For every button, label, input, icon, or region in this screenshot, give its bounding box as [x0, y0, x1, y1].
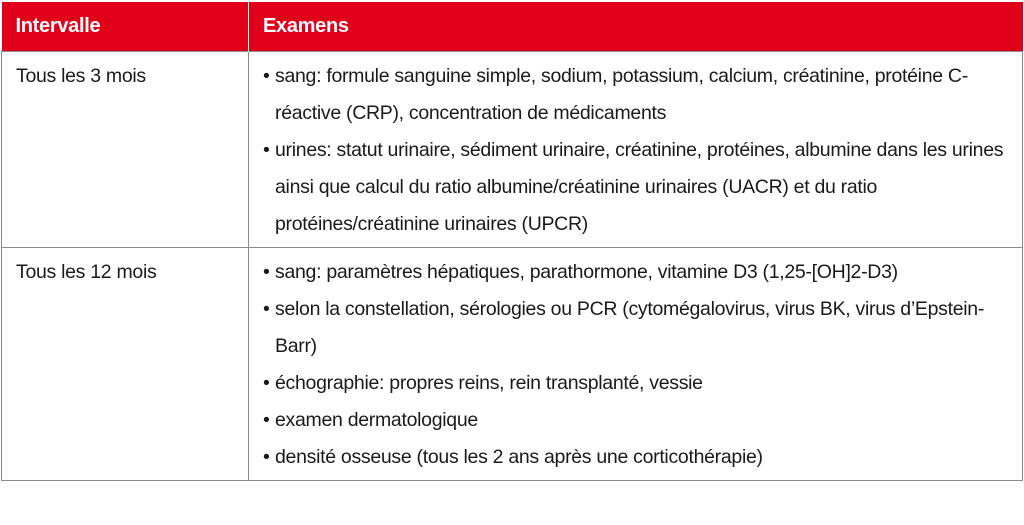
exam-list-item: • examen dermatologique [263, 402, 1014, 439]
exam-schedule-table [1, 2, 1023, 481]
exam-list-item: • sang: formule sanguine simple, sodium, potassium, calcium, créatinine, protéine C-réactive (CRP), concentration de médicaments [263, 58, 1014, 132]
exams-cell [249, 248, 1023, 481]
exams-cell [249, 52, 1023, 248]
column-header-interval: Intervalle [2, 2, 249, 52]
exam-list-item: • échographie: propres reins, rein transplanté, vessie [263, 365, 1014, 402]
column-header-exams: Examens [249, 2, 1023, 52]
interval-cell: Tous les 3 mois [2, 52, 249, 248]
exam-list-item: • selon la constellation, sérologies ou PCR (cytomégalovirus, virus BK, virus d’Epstein-Barr) [263, 291, 1014, 365]
exam-list [263, 254, 1014, 476]
exam-schedule-table-container [1, 2, 1022, 481]
exam-list-item: • sang: paramètres hépatiques, parathormone, vitamine D3 (1,25-[OH]2-D3) [263, 254, 1014, 291]
interval-cell: Tous les 12 mois [2, 248, 249, 481]
exam-list [263, 58, 1014, 243]
table-header-row [2, 2, 1023, 52]
table-row [2, 248, 1023, 481]
table-row [2, 52, 1023, 248]
exam-list-item: • densité osseuse (tous les 2 ans après une corticothérapie) [263, 439, 1014, 476]
exam-list-item: • urines: statut urinaire, sédiment urinaire, créatinine, protéines, albumine dans les urines ainsi que calcul du ratio albumine/créatinine urinaires (UACR) et du ratio protéines/créatinine urinaires (UPCR) [263, 132, 1014, 243]
